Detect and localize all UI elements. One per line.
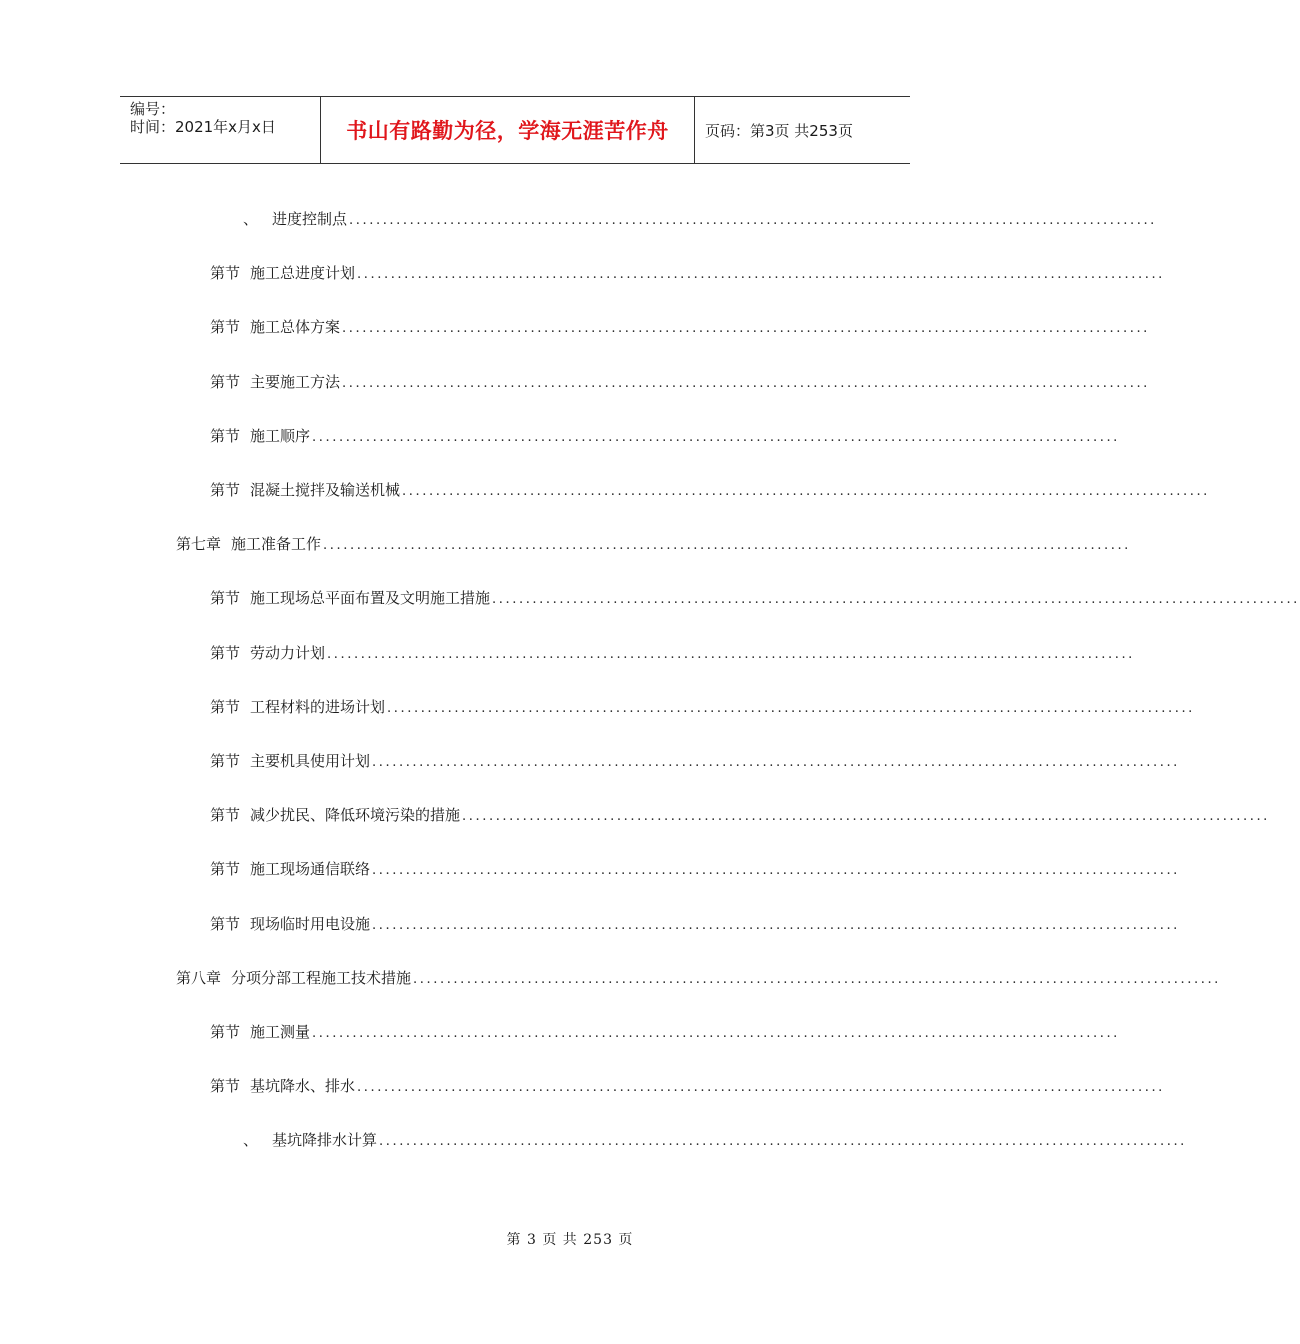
toc-leader-dots: ........................................................................................................................ bbox=[349, 213, 1157, 228]
toc-entry[interactable] bbox=[243, 208, 1157, 230]
toc-leader-dots: ........................................................................................................................ bbox=[357, 267, 1165, 282]
toc-entry-label: 第节 bbox=[210, 752, 241, 770]
toc-entry[interactable] bbox=[210, 316, 1150, 338]
toc-leader-dots: ........................................................................................................................ bbox=[323, 538, 1131, 553]
toc-entry-title: 主要机具使用计划 bbox=[250, 752, 371, 770]
toc-entry[interactable] bbox=[210, 913, 1180, 935]
toc-entry-title: 现场临时用电设施 bbox=[250, 915, 371, 933]
toc-entry-title: 基坑降排水计算 bbox=[272, 1131, 378, 1149]
toc-leader-dots: ........................................................................................................................ bbox=[312, 1026, 1120, 1041]
toc-leader-dots: ........................................................................................................................ bbox=[492, 592, 1300, 607]
toc-entry-title: 劳动力计划 bbox=[250, 644, 326, 662]
toc-entry[interactable] bbox=[176, 533, 1131, 555]
toc-entry-label: 第节 bbox=[210, 698, 241, 716]
document-time-label: 时间：2021年x月x日 bbox=[130, 118, 276, 136]
toc-entry-label: 第节 bbox=[210, 915, 241, 933]
toc-entry-label: 第节 bbox=[210, 481, 241, 499]
toc-leader-dots: ........................................................................................................................ bbox=[342, 321, 1150, 336]
toc-entry-label: 第节 bbox=[210, 644, 241, 662]
toc-entry[interactable] bbox=[210, 371, 1150, 393]
toc-entry-title: 进度控制点 bbox=[272, 210, 348, 228]
header-motto: 书山有路勤为径，学海无涯苦作舟 bbox=[321, 97, 695, 163]
toc-leader-dots: ........................................................................................................................ bbox=[357, 1080, 1165, 1095]
page-header bbox=[120, 96, 910, 164]
toc-leader-dots: ........................................................................................................................ bbox=[462, 809, 1270, 824]
toc-entry-title: 混凝土搅拌及输送机械 bbox=[250, 481, 401, 499]
toc-entry[interactable] bbox=[210, 858, 1180, 880]
toc-entry[interactable] bbox=[210, 262, 1165, 284]
toc-entry-label: 第节 bbox=[210, 589, 241, 607]
toc-entry-label: 第七章 bbox=[176, 535, 222, 553]
toc-entry[interactable] bbox=[210, 479, 1210, 501]
toc-entry-title: 施工测量 bbox=[250, 1023, 311, 1041]
toc-entry-label: 第节 bbox=[210, 373, 241, 391]
header-page-label: 页码：第3页 共253页 bbox=[705, 121, 853, 140]
toc-entry[interactable] bbox=[210, 804, 1270, 826]
toc-entry-title: 施工总体方案 bbox=[250, 318, 341, 336]
toc-entry-label: 第节 bbox=[210, 1023, 241, 1041]
toc-entry-label: 第八章 bbox=[176, 969, 222, 987]
toc-entry-title: 施工现场通信联络 bbox=[250, 860, 371, 878]
toc-entry-label: 、 bbox=[243, 210, 259, 228]
toc-entry[interactable] bbox=[210, 587, 1300, 609]
toc-entry-title: 工程材料的进场计划 bbox=[250, 698, 386, 716]
toc-leader-dots: ........................................................................................................................ bbox=[402, 484, 1210, 499]
toc-entry[interactable] bbox=[210, 642, 1135, 664]
toc-entry[interactable] bbox=[210, 1075, 1165, 1097]
toc-entry[interactable] bbox=[210, 750, 1180, 772]
toc-entry-title: 施工顺序 bbox=[250, 427, 311, 445]
toc-entry[interactable] bbox=[176, 967, 1221, 989]
toc-leader-dots: ........................................................................................................................ bbox=[387, 701, 1195, 716]
toc-leader-dots: ........................................................................................................................ bbox=[312, 430, 1120, 445]
toc-entry[interactable] bbox=[210, 1021, 1120, 1043]
header-info-cell bbox=[120, 97, 321, 163]
toc-leader-dots: ........................................................................................................................ bbox=[372, 918, 1180, 933]
toc-entry-label: 、 bbox=[243, 1131, 259, 1149]
toc-leader-dots: ........................................................................................................................ bbox=[379, 1134, 1187, 1149]
toc-entry-title: 施工总进度计划 bbox=[250, 264, 356, 282]
toc-entry-label: 第节 bbox=[210, 264, 241, 282]
toc-entry-title: 基坑降水、排水 bbox=[250, 1077, 356, 1095]
toc-entry-label: 第节 bbox=[210, 318, 241, 336]
document-id-label: 编号： bbox=[130, 100, 176, 118]
toc-entry-title: 减少扰民、降低环境污染的措施 bbox=[250, 806, 461, 824]
toc-leader-dots: ........................................................................................................................ bbox=[372, 755, 1180, 770]
toc-leader-dots: ........................................................................................................................ bbox=[327, 647, 1135, 662]
toc-entry-title: 分项分部工程施工技术措施 bbox=[231, 969, 412, 987]
toc-entry-title: 施工现场总平面布置及文明施工措施 bbox=[250, 589, 491, 607]
toc-entry-label: 第节 bbox=[210, 860, 241, 878]
toc-entry[interactable] bbox=[210, 696, 1195, 718]
toc-entry-label: 第节 bbox=[210, 806, 241, 824]
toc-entry[interactable] bbox=[210, 425, 1120, 447]
toc-entry-label: 第节 bbox=[210, 1077, 241, 1095]
toc-leader-dots: ........................................................................................................................ bbox=[413, 972, 1221, 987]
toc-entry[interactable] bbox=[243, 1129, 1187, 1151]
toc-leader-dots: ........................................................................................................................ bbox=[342, 376, 1150, 391]
toc-entry-label: 第节 bbox=[210, 427, 241, 445]
toc-leader-dots: ........................................................................................................................ bbox=[372, 863, 1180, 878]
page-footer: 第 3 页 共 253 页 bbox=[506, 1232, 634, 1248]
toc-entry-title: 主要施工方法 bbox=[250, 373, 341, 391]
toc-entry-title: 施工准备工作 bbox=[231, 535, 322, 553]
